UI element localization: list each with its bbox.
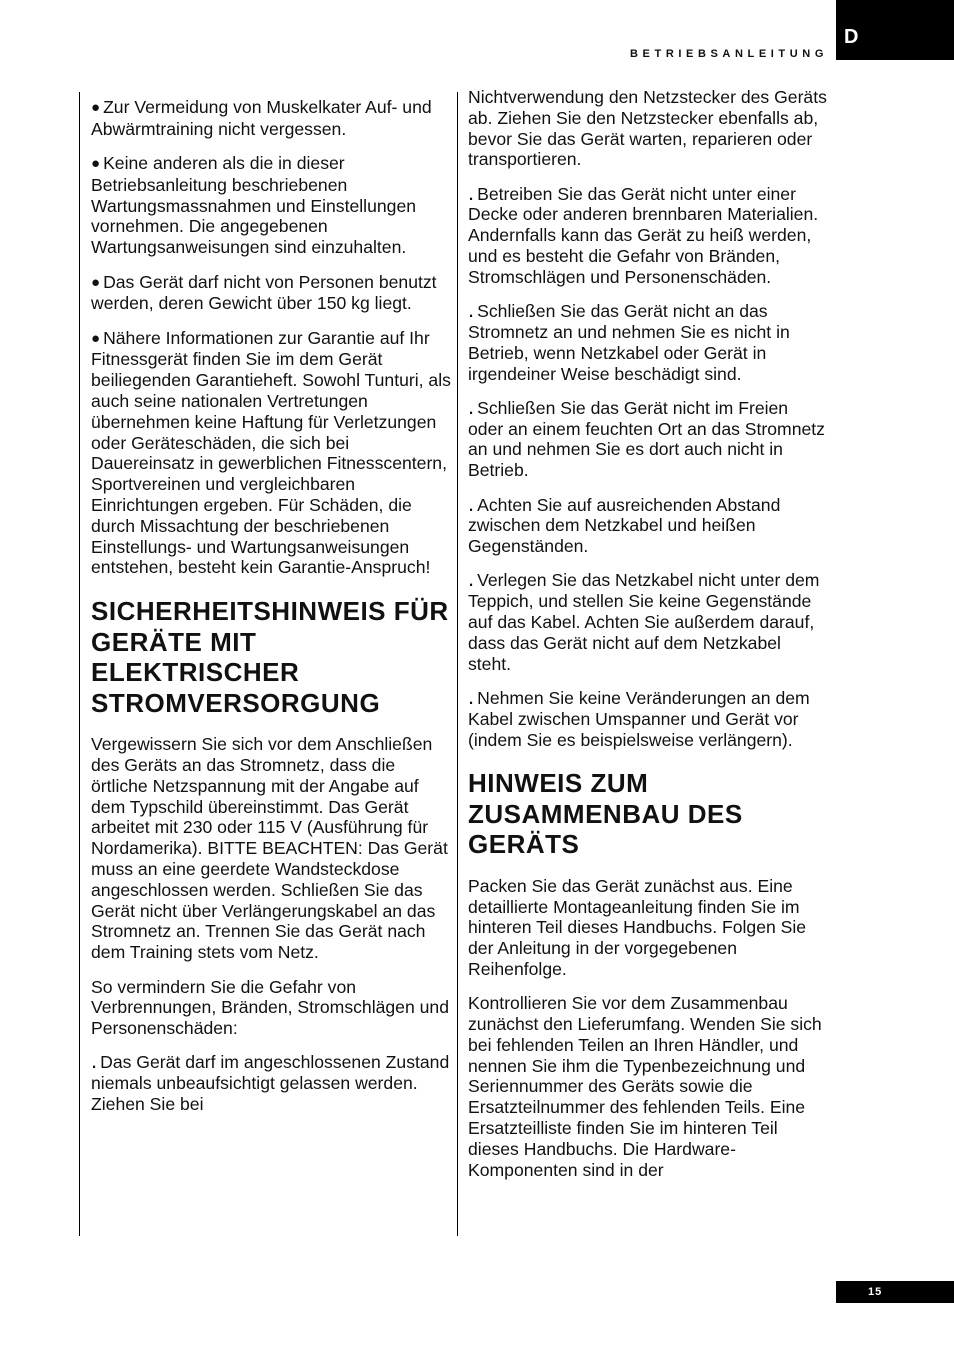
left-column: [91, 97, 451, 1128]
bullet-icon: ●: [91, 155, 101, 173]
bullet-icon: ●: [91, 99, 101, 116]
bullet-item: ● Nähere Informationen zur Garantie auf Ihr Fitnessgerät finden Sie im dem Gerät beiliegenden Garantieheft. Sowohl Tunturi, als auch seine nationalen Vertretungen übernehmen keine Haftung für Verletzungen oder Geräteschäden, die sich bei Dauereinsatz in gewerblichen Fitnesscentern, Sportvereinen und vergleichbaren Einrichtungen ergeben. Für Schäden, die durch Missachtung der beschriebenen Einstellungs- und Wartungsanweisungen entstehen, besteht kein Garantie-Anspruch!: [91, 327, 451, 578]
bullet-item: . Betreiben Sie das Gerät nicht unter einer Decke oder anderen brennbaren Materialien. Andernfalls kann das Gerät zu heiß werden, und es besteht die Gefahr von Bränden, Stromschlägen und Personenschäden.: [468, 179, 819, 287]
page-number-tab: [836, 1281, 954, 1303]
bullet-icon: ●: [91, 329, 101, 347]
bullet-item: . Achten Sie auf ausreichenden Abstand zwischen dem Netzkabel und heißen Gegenständen.: [468, 490, 781, 557]
language-tab: [836, 0, 954, 60]
bullet-icon: .: [468, 683, 475, 709]
bullet-icon: .: [468, 179, 475, 205]
bullet-item: ● Das Gerät darf nicht von Personen benutzt werden, deren Gewicht über 150 kg liegt.: [91, 271, 437, 314]
bullet-item: . Verlegen Sie das Netzkabel nicht unter dem Teppich, und stellen Sie keine Gegenstände auf das Kabel. Achten Sie außerdem darauf, dass das Gerät nicht auf dem Netzkabel steht.: [468, 566, 820, 674]
assembly-heading: HINWEIS ZUM ZUSAMMENBAU DES GERÄTS: [468, 768, 743, 860]
left-column-rule: [79, 92, 80, 1236]
right-column: [468, 87, 828, 1194]
bullet-icon: .: [468, 566, 475, 592]
language-code: D: [844, 26, 859, 48]
safety-heading: SICHERHEITSHINWEIS FÜR GERÄTE MIT ELEKTRISCHER STROMVERSORGUNG: [91, 596, 449, 718]
continuation-paragraph: Nichtverwendung den Netzstecker des Geräts ab. Ziehen Sie den Netzstecker ebenfalls ab, bevor Sie das Gerät warten, reparieren oder transportieren.: [468, 87, 827, 170]
safety-paragraph: Vergewissern Sie sich vor dem Anschließen des Geräts an das Stromnetz, dass die örtliche Netzspannung mit der Angabe auf dem Typschild übereinstimmt. Das Gerät arbeitet mit 230 oder 115 V (Ausführung für Nordamerika). BITTE BEACHTEN: Das Gerät muss an eine geerdete Wandsteckdose angeschlossen werden. Schließen Sie das Gerät nicht über Verlängerungskabel an das Stromnetz an. Trennen Sie das Gerät nach dem Training stets vom Netz.: [91, 734, 448, 963]
bullet-icon: ●: [91, 273, 101, 291]
safety-paragraph: So vermindern Sie die Gefahr von Verbrennungen, Bränden, Stromschlägen und Personenschäden:: [91, 976, 449, 1039]
bullet-item: ● Zur Vermeidung von Muskelkater Auf- und Abwärmtraining nicht vergessen.: [91, 97, 432, 139]
bullet-item: . Schließen Sie das Gerät nicht an das Stromnetz an und nehmen Sie es nicht in Betrieb, wenn Netzkabel oder Gerät in irgendeiner Weise beschädigt sind.: [468, 297, 790, 384]
bullet-item: ● Keine anderen als die in dieser Betriebsanleitung beschriebenen Wartungsmassnahmen und Einstellungen vornehmen. Die angegebenen Wartungsanweisungen sind einzuhalten.: [91, 153, 417, 258]
bullet-item: . Schließen Sie das Gerät nicht im Freien oder an einem feuchten Ort an das Stromnetz an und nehmen Sie es dort auch nicht in Betrieb.: [468, 393, 825, 481]
bullet-icon: .: [91, 1048, 98, 1074]
bullet-icon: .: [468, 490, 475, 516]
assembly-paragraph: Packen Sie das Gerät zunächst aus. Eine detaillierte Montageanleitung finden Sie im hinteren Teil dieses Handbuchs. Folgen Sie der Anleitung in der vorgegebenen Reihenfolge.: [468, 875, 807, 979]
bullet-icon: .: [468, 297, 475, 323]
middle-column-rule: [457, 92, 458, 1236]
page-number: 15: [868, 1286, 883, 1298]
assembly-paragraph: Kontrollieren Sie vor dem Zusammenbau zunächst den Lieferumfang. Wenden Sie sich bei fehlenden Teilen an Ihren Händler, und nennen Sie ihm die Typenbezeichnung und Seriennummer des Geräts sowie die Ersatzteilnummer des fehlenden Teils. Eine Ersatzteilliste finden Sie im hinteren Teil dieses Handbuchs. Die Hardware-Komponenten sind in der: [468, 993, 822, 1180]
bullet-icon: .: [468, 393, 475, 419]
bullet-item: . Nehmen Sie keine Veränderungen an dem Kabel zwischen Umspanner und Gerät vor (indem Sie es beispielsweise verlängern).: [468, 683, 810, 750]
header-manual-label: BETRIEBSANLEITUNG: [630, 48, 828, 60]
bullet-item: . Das Gerät darf im angeschlossenen Zustand niemals unbeaufsichtigt gelassen werden. Ziehen Sie bei: [91, 1048, 450, 1114]
